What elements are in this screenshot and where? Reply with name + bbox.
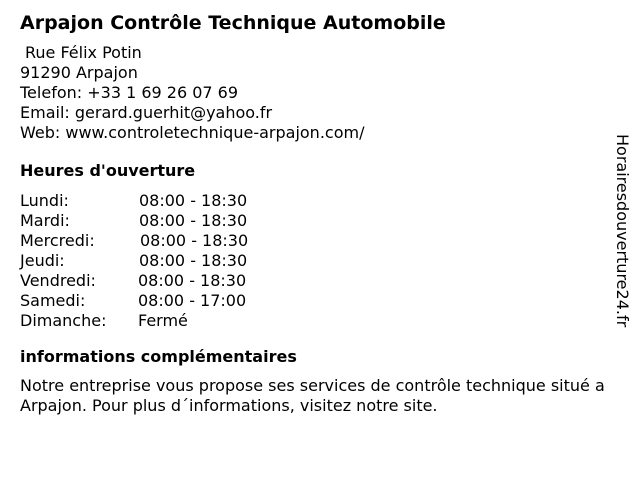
business-card — [20, 10, 610, 416]
phone-line[interactable]: Telefon: +33 1 69 26 07 69 — [20, 83, 239, 102]
business-title: Arpajon Contrôle Technique Automobile — [20, 12, 446, 34]
hours-row-samedi — [20, 291, 610, 311]
email-line[interactable]: Email: gerard.guerhit@yahoo.fr — [20, 103, 273, 122]
time-value: 08:00 - 18:30 — [138, 271, 247, 290]
time-value: 08:00 - 18:30 — [139, 251, 248, 270]
hours-row-lundi — [20, 191, 610, 211]
web-line[interactable]: Web: www.controletechnique-arpajon.com/ — [20, 123, 365, 142]
time-value: Fermé — [138, 311, 188, 330]
day-label: Vendredi: — [20, 271, 96, 290]
info-heading: informations complémentaires — [20, 347, 297, 366]
day-label: Mercredi: — [20, 231, 95, 250]
time-value: 08:00 - 18:30 — [139, 191, 248, 210]
day-label: Mardi: — [20, 211, 70, 230]
hours-row-jeudi — [20, 251, 610, 271]
day-label: Lundi: — [20, 191, 69, 210]
time-value: 08:00 - 17:00 — [138, 291, 247, 310]
address-block — [20, 43, 610, 143]
day-label: Dimanche: — [20, 311, 107, 330]
postal-city: 91290 Arpajon — [20, 63, 138, 82]
street-address: Rue Félix Potin — [25, 43, 142, 62]
time-value: 08:00 - 18:30 — [139, 211, 248, 230]
day-label: Samedi: — [20, 291, 86, 310]
hours-heading: Heures d'ouverture — [20, 161, 196, 180]
time-value: 08:00 - 18:30 — [140, 231, 249, 250]
hours-table — [20, 191, 610, 331]
site-watermark: Horairesdouverture24.fr — [613, 134, 632, 328]
hours-row-mercredi — [20, 231, 610, 251]
hours-row-mardi — [20, 211, 610, 231]
day-label: Jeudi: — [20, 251, 65, 270]
hours-row-vendredi — [20, 271, 610, 291]
info-paragraph: Notre entreprise vous propose ses services de contrôle technique situé a Arpajon. Pour plus d´informations, visitez notre site. — [20, 376, 605, 415]
hours-row-dimanche — [20, 311, 610, 331]
